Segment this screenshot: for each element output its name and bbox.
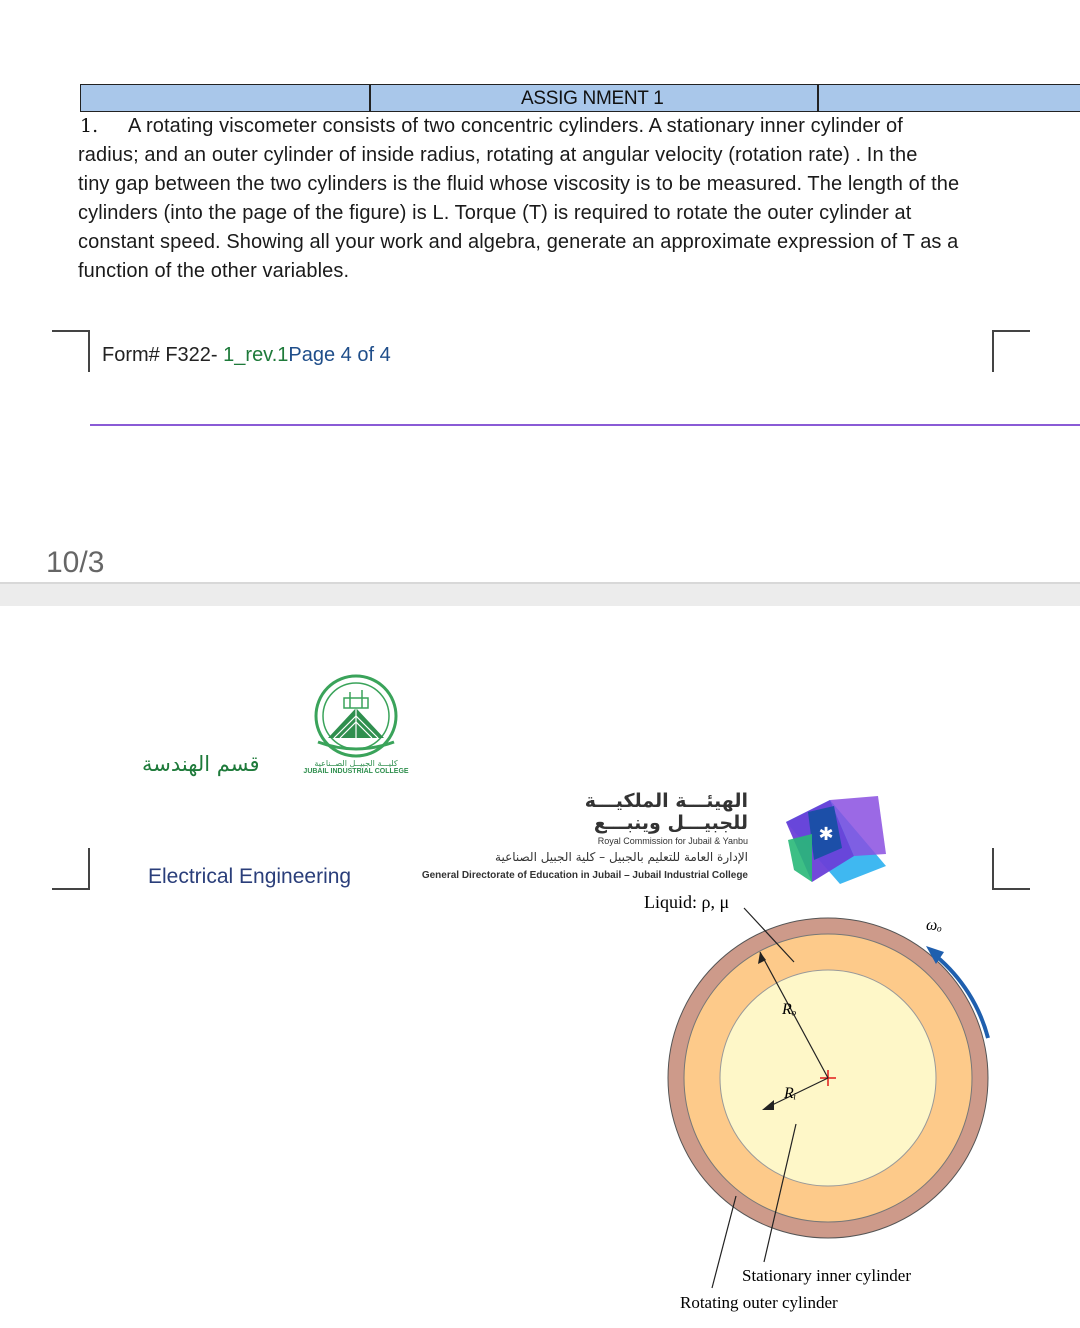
crop-mark <box>52 330 90 372</box>
department-arabic: قسم الهندسة <box>142 752 260 776</box>
question-line-5: constant speed. Showing all your work and algebra, generate an approximate expression of T as a <box>78 231 959 253</box>
question-line-1: A rotating viscometer consists of two concentric cylinders. A stationary inner cylinder of <box>128 115 903 137</box>
commission-arabic-1: الهيئـــة الملكيـــة <box>584 790 748 812</box>
page-separator <box>0 582 1080 606</box>
crop-mark <box>992 848 1030 890</box>
assignment-title: ASSIG NMENT 1 <box>521 88 664 109</box>
outer-leader-line <box>712 1196 736 1288</box>
table-divider <box>369 85 371 111</box>
question-number: 1. <box>80 115 99 137</box>
royal-commission-logo-icon <box>782 794 888 888</box>
table-divider <box>817 85 819 111</box>
college-logo-arabic: كليـــة الجبيــل الصــناعية <box>314 759 398 768</box>
commission-english: Royal Commission for Jubail & Yanbu <box>597 836 748 846</box>
outer-cylinder-label: Rotating outer cylinder <box>680 1293 838 1312</box>
question-line-6: function of the other variables. <box>78 260 350 282</box>
viscometer-figure <box>640 888 1080 1320</box>
svg-text:✱: ✱ <box>818 824 834 845</box>
ro-label: Rₒ <box>782 1001 797 1018</box>
college-logo-text: JUBAIL INDUSTRIAL COLLEGE <box>303 768 409 775</box>
assignment-header-table <box>80 84 1080 112</box>
page-count: Page 4 of 4 <box>288 344 391 366</box>
directorate-arabic: الإدارة العامة للتعليم بالجبيل – كلية الجبيل الصناعية <box>495 850 748 864</box>
question-line-4: cylinders (into the page of the figure) is L. Torque (T) is required to rotate the outer cylinder at <box>78 202 912 224</box>
crop-mark <box>52 848 90 890</box>
crop-mark <box>992 330 1030 372</box>
commission-arabic-2: للجبيـــل وينبـــع <box>593 812 748 834</box>
footer-divider <box>90 424 1080 426</box>
omega-label: ωₒ <box>926 917 942 934</box>
question-line-2: radius; and an outer cylinder of inside radius, rotating at angular velocity (rotation rate) . In the <box>78 144 918 166</box>
form-revision: 1_rev.1 <box>223 344 289 366</box>
page-indicator[interactable]: 10/3 <box>46 546 105 579</box>
form-prefix: Form# F322- <box>102 344 224 366</box>
ri-label: Rᵢ <box>784 1085 797 1102</box>
liquid-label: Liquid: ρ, μ <box>644 892 730 912</box>
form-footer <box>102 344 391 367</box>
inner-cylinder-label: Stationary inner cylinder <box>742 1266 912 1285</box>
department-english: Electrical Engineering <box>148 865 352 888</box>
directorate-english: General Directorate of Education in Jubail – Jubail Industrial College <box>421 870 748 881</box>
question-line-3: tiny gap between the two cylinders is the fluid whose viscosity is to be measured. The length of the <box>78 173 960 195</box>
